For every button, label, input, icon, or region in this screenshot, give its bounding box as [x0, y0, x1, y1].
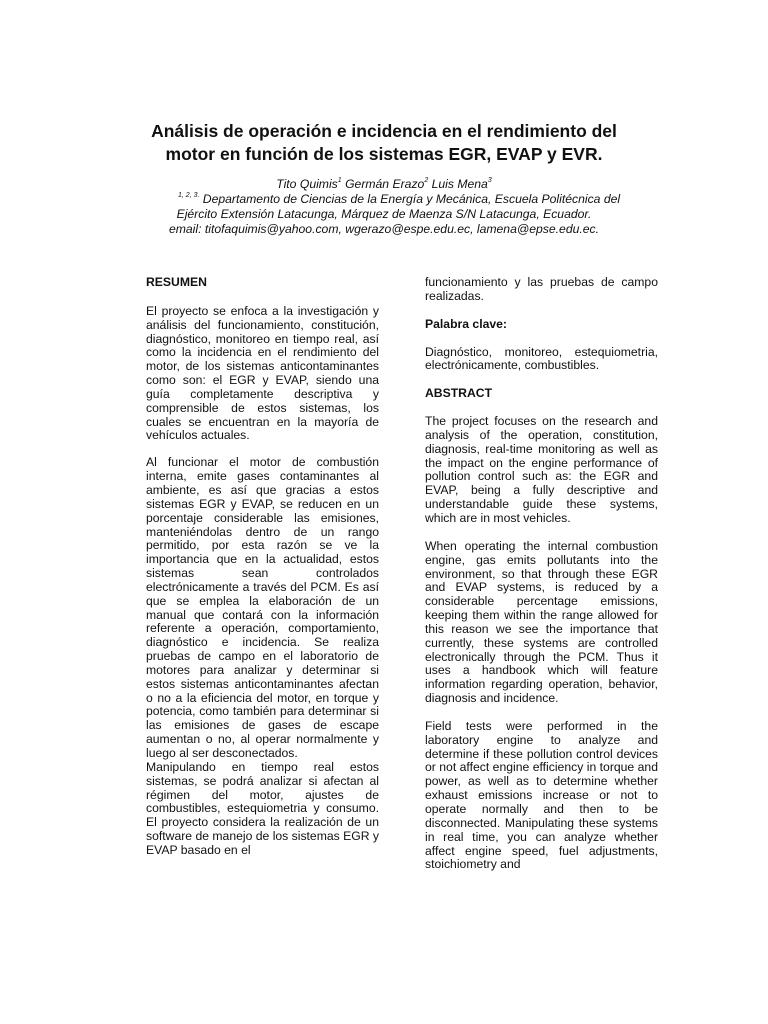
affiliation-line-2: Ejército Extensión Latacunga, Márquez de Maenza S/N Latacunga, Ecuador. — [176, 207, 592, 221]
author-line — [150, 177, 618, 192]
resumen-paragraph-1: El proyecto se enfoca a la investigación y análisis del funcionamiento, constitución, diagnóstico, monitoreo en tiempo real, así como la incidencia en el rendimiento del motor, de los sistemas anticontaminantes como son: el EGR y EVAP, siendo una guía completamente descriptiva y comprensible de estos sistemas, los cuales se encuentran en la mayoría de vehículos actuales. — [146, 303, 379, 443]
right-column — [425, 276, 658, 872]
keywords-text: Diagnóstico, monitoreo, estequiometria, electrónicamente, combustibles. — [425, 344, 658, 373]
left-column — [146, 276, 379, 858]
affiliation-line-1 — [178, 192, 621, 207]
abstract-heading: ABSTRACT — [425, 386, 493, 401]
resumen-paragraph-4: funcionamiento y las pruebas de campo realizadas. — [425, 275, 658, 303]
paper-title — [120, 120, 648, 166]
abstract-paragraph-1: The project focuses on the research and analysis of the operation, constitution, diagnosis, real-time monitoring as well as the impact on the engine performance of pollution control such as: the EGR and EVAP, being a fully descriptive and understandable guide these systems, which are in most vehicles. — [425, 414, 658, 525]
author-name: Luis Mena — [431, 177, 488, 191]
affiliation-marks: 1, 2, 3. — [178, 192, 200, 199]
title-line-1: Análisis de operación e incidencia en el rendimiento del — [151, 121, 617, 141]
author-block — [150, 177, 621, 237]
resumen-heading: RESUMEN — [146, 275, 207, 289]
author-name: Germán Erazo — [345, 177, 425, 191]
abstract-paragraph-2: When operating the internal combustion engine, gas emits pollutants into the environment, so that through these EGR and EVAP systems, is reduced by a considerable percentage emissions, keeping them within the range allowed for this reason we see the importance that currently, these systems are controlled electronically through the PCM. Thus it uses a handbook which will feature information regarding operation, behavior, diagnosis and incidence. — [425, 538, 658, 706]
keywords-label: Palabra clave: — [425, 316, 507, 331]
resumen-paragraph-2: Al funcionar el motor de combustión interna, emite gases contaminantes al ambiente, es así que gracias a estos sistemas EGR y EVAP, se reducen en un porcentaje considerable las emisiones, manteniéndolas dentro de un rango permitido, por esta razón se ve la importancia que en la actualidad, estos sistemas sean controlados electrónicamente a través del PCM. Es así que se emplea la elaboración de un manual que contará con la información referente a operación, comportamiento, diagnóstico e incidencia. Se realiza pruebas de campo en el laboratorio de motores para analizar y determinar si estos sistemas anticontaminantes afectan o no a la eficiencia del motor, en torque y potencia, como también para determinar si las emisiones de gases de escape aumentan o no, al operar normalmente y luego al ser desconectados. — [146, 455, 379, 760]
author-sup: 2 — [424, 177, 429, 184]
author-sup: 3 — [487, 177, 492, 184]
email-line: email: titofaquimis@yahoo.com, wgerazo@espe.edu.ec, lamena@epse.edu.ec. — [168, 222, 600, 236]
abstract-paragraph-3: Field tests were performed in the laboratory engine to analyze and determine if these pollution control devices or not affect engine efficiency in torque and power, as well as to determine whether exhaust emissions increase or not to operate normally and then to be disconnected. Manipulating these systems in real time, you can analyze whether affect engine speed, fuel adjustments, stoichiometry and — [425, 718, 658, 872]
resumen-paragraph-3: Manipulando en tiempo real estos sistemas, se podrá analizar si afectan al régimen del motor, ajustes de combustibles, estequiometria y consumo. El proyecto considera la realización de un software de manejo de los sistemas EGR y EVAP basado en el — [146, 759, 380, 857]
author-sup: 1 — [337, 177, 342, 184]
author-name: Tito Quimis — [276, 177, 338, 191]
title-line-2: motor en función de los sistemas EGR, EVAP y EVR. — [165, 144, 603, 164]
affiliation-text: Departamento de Ciencias de la Energía y Mecánica, Escuela Politécnica del — [199, 192, 621, 206]
